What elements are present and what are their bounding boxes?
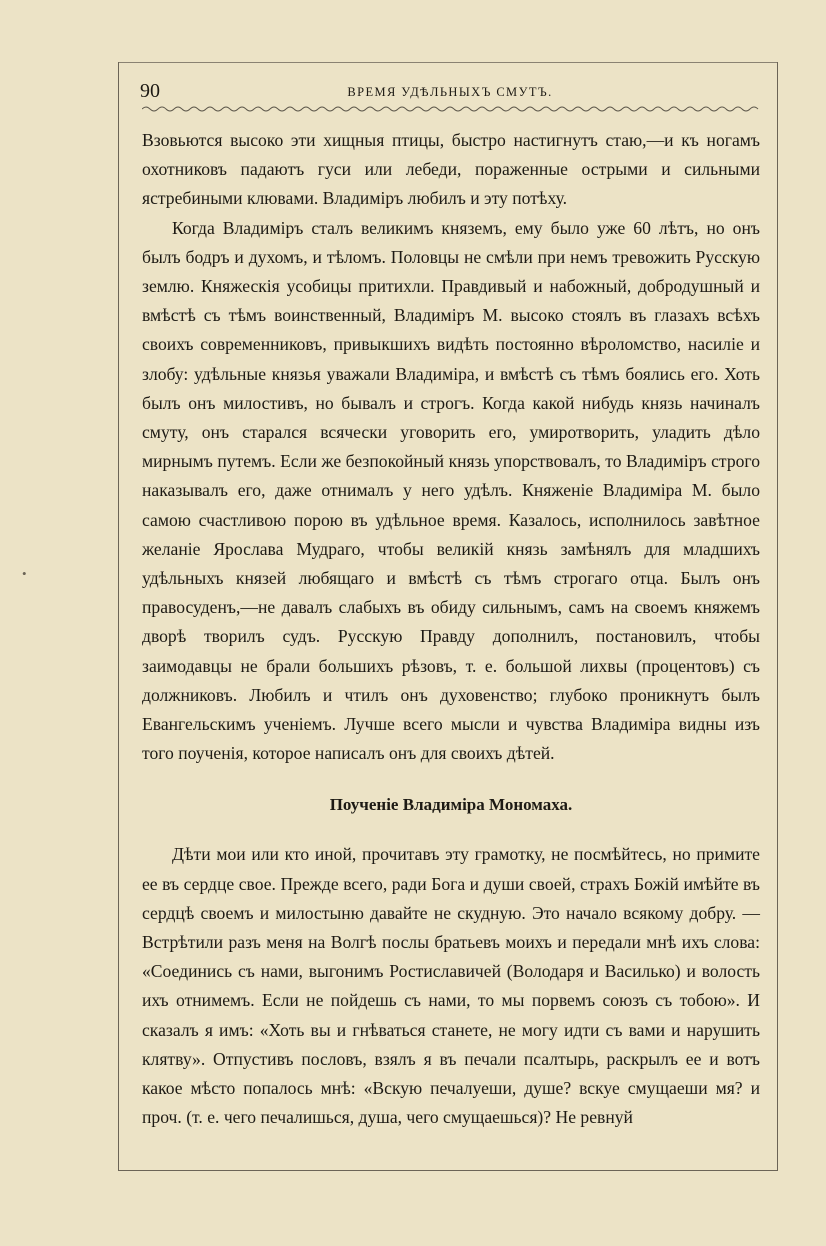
- page-number: 90: [140, 80, 160, 102]
- header-ornament-rule: [142, 104, 760, 114]
- paragraph: Дѣти мои или кто иной, прочитавъ эту грамотку, не посмѣйтесь, но примите ее въ сердце свое. Прежде всего, ради Бога и души своей, страхъ Божій имѣйте въ сердцѣ своемъ и милостыню давайте не скудную. Это начало всякому добру. — Встрѣтили разъ меня на Волгѣ послы братьевъ моихъ и передали мнѣ ихъ слова: «Соединись съ нами, выгонимъ Ростиславичей (Володаря и Василько) и волость ихъ отнимемъ. Если не пойдешь съ нами, то мы порвемъ союзъ съ тобою». И сказалъ я имъ: «Хоть вы и гнѣваться станете, не могу идти съ вами и нарушить клятву». Отпустивъ пословъ, взялъ я въ печали псалтырь, раскрылъ ее и вотъ какое мѣсто попалось мнѣ: «Вскую печалуеши, душе? вскуе смущаеши мя? и проч. (т. е. чего печалишься, душа, чего смущаешься)? Не ревнуй: [142, 844, 760, 1128]
- page-header: [140, 80, 760, 104]
- paragraph: Взовьются высоко эти хищныя птицы, быстро настигнутъ стаю,—и къ ногамъ охотниковъ падаютъ гуси или лебеди, пораженные острыми и сильными ястребиными клювами. Владиміръ любилъ и эту потѣху.: [142, 130, 760, 209]
- body-text: [142, 126, 760, 1133]
- margin-dot: •: [22, 566, 27, 581]
- paragraph: Когда Владиміръ сталъ великимъ княземъ, ему было уже 60 лѣтъ, но онъ былъ бодръ и духомъ, и тѣломъ. Половцы не смѣли при немъ тревожить Русскую землю. Княжескія усобицы притихли. Правдивый и набожный, добродушный и вмѣстѣ съ тѣмъ воинственный, Владиміръ М. высоко стоялъ въ глазахъ всѣхъ своихъ современниковъ, привыкшихъ видѣть постоянно вѣроломство, насиліе и злобу: удѣльные князья уважали Владиміра, и вмѣстѣ съ тѣмъ боялись его. Хоть былъ онъ милостивъ, но бывалъ и строгъ. Когда какой нибудь князь начиналъ смуту, онъ старался всячески уговорить его, умиротворить, уладить дѣло мирнымъ путемъ. Если же безпокойный князь упорствовалъ, то Владиміръ строго наказывалъ его, даже отнималъ у него удѣлъ. Княженіе Владиміра М. было самою счастливою порою въ удѣльное время. Казалось, исполнилось завѣтное желаніе Ярослава Мудраго, чтобы великій князь замѣнялъ для младшихъ удѣльныхъ князей любящаго и вмѣстѣ съ тѣмъ строгаго отца. Былъ онъ правосуденъ,—не давалъ слабыхъ въ обиду сильнымъ, самъ на своемъ княжемъ дворѣ творилъ судъ. Русскую Правду дополнилъ, постановилъ, чтобы заимодавцы не брали большихъ рѣзовъ, т. е. большой лихвы (процентовъ) съ должниковъ. Любилъ и чтилъ онъ духовенство; глубоко проникнутъ былъ Евангельскимъ ученіемъ. Лучше всего мысли и чувства Владиміра видны изъ того поученія, которое написалъ онъ для своихъ дѣтей.: [142, 217, 760, 764]
- running-title: ВРЕМЯ УДѢЛЬНЫХЪ СМУТЪ.: [347, 85, 553, 99]
- section-heading: Поученіе Владиміра Мономаха.: [329, 795, 573, 815]
